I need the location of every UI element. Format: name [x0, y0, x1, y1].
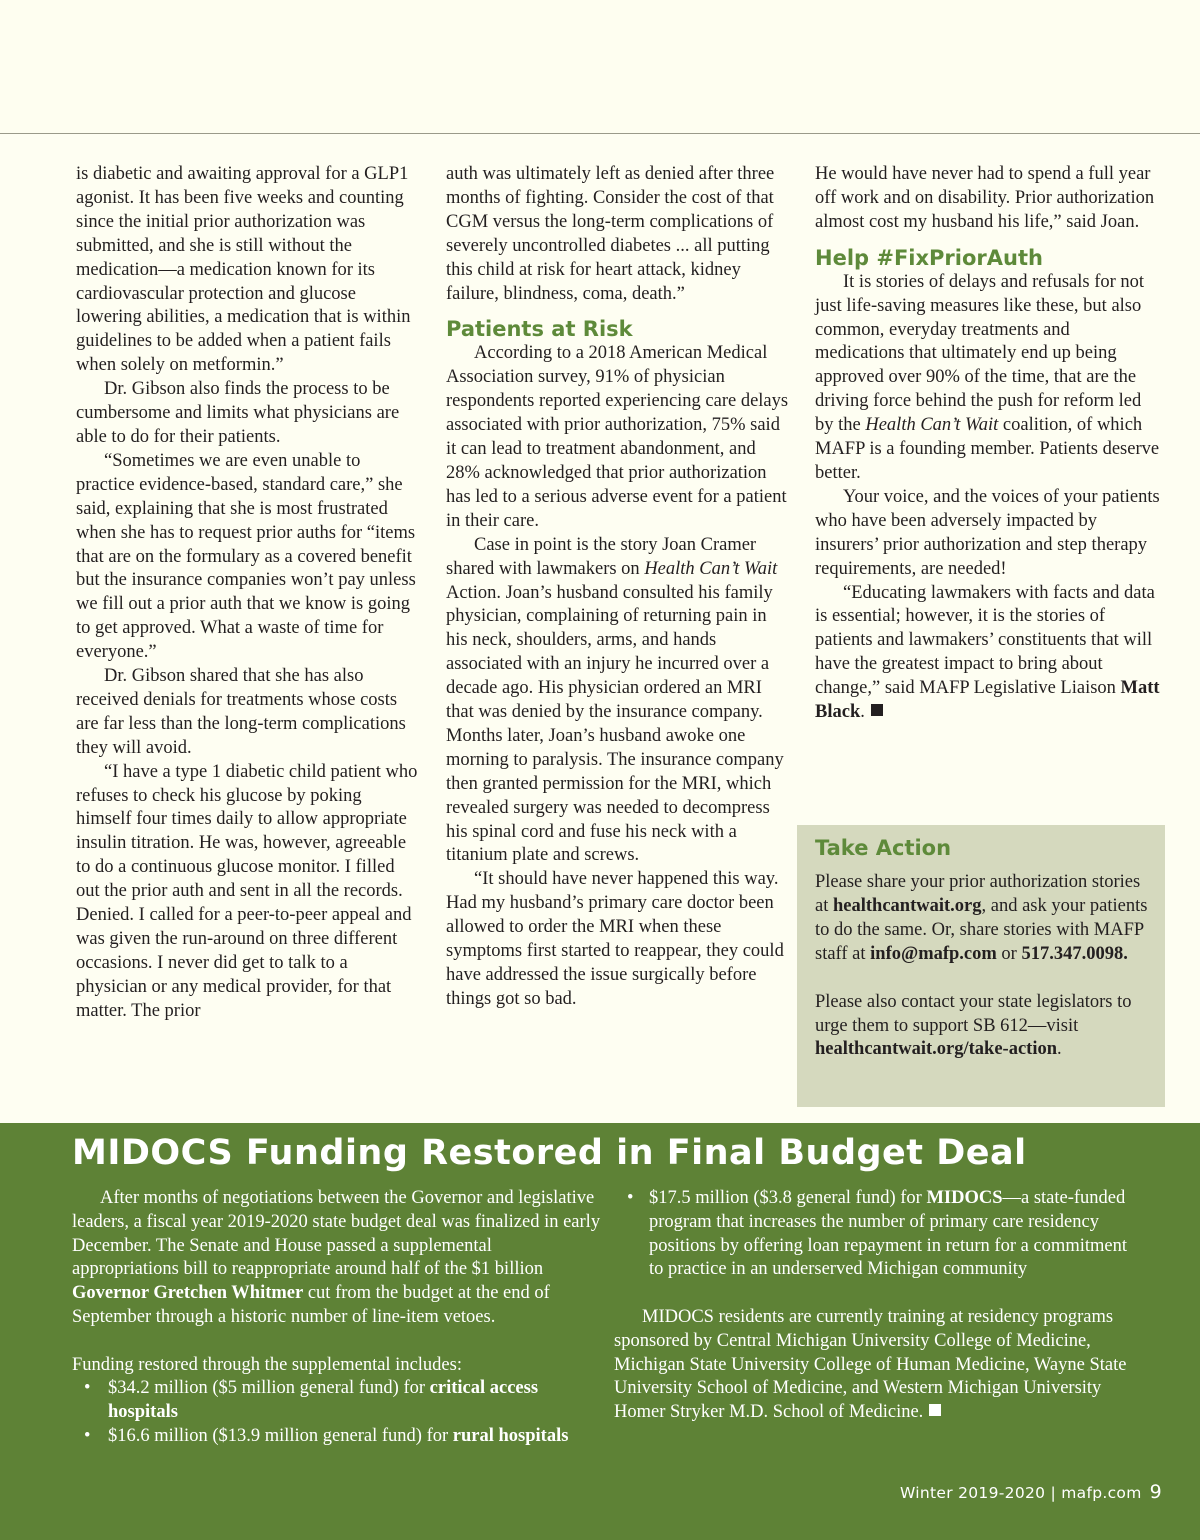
funding-list — [72, 1377, 602, 1448]
list-item: • $17.5 million ($3.8 general fund) for MIDOCS—a state-funded program that increases the number of primary care residency positions by offering loan repayment in return for a commitment to practice in an underserved Michigan community — [614, 1187, 1144, 1282]
header-band — [0, 0, 1200, 134]
paragraph: MIDOCS residents are currently training at residency programs sponsored by Central Michigan University College of Medicine, Michigan State University College of Human Medicine, Wayne State University School of Medicine, and Western Michigan University Homer Stryker M.D. School of Medicine. — [614, 1306, 1127, 1423]
paragraph: Your voice, and the voices of your patients who have been adversely impacted by insurers’ prior authorization and step therapy requirements, are needed! — [815, 486, 1160, 579]
subheading-fix-prior-auth: Help #FixPriorAuth — [815, 245, 1043, 270]
end-of-article-icon — [929, 1404, 941, 1416]
issue-and-site: Winter 2019-2020 | mafp.com — [899, 1484, 1142, 1502]
take-action-title: Take Action — [815, 836, 952, 860]
paragraph: According to a 2018 American Medical Association survey, 91% of physician respondents reported experiencing care delays associated with prior authorization, 75% said it can lead to treatment abandonment, and 28% acknowledged that prior authorization has led to a serious adverse event for a patient in their care. — [446, 343, 789, 531]
midocs-headline: MIDOCS Funding Restored in Final Budget Deal — [72, 1133, 1027, 1173]
person-name: Matt Black — [815, 678, 1160, 723]
paragraph: Dr. Gibson also finds the process to be cumbersome and limits what physicians are able to do for their patients. — [76, 379, 400, 447]
governor-name: Governor Gretchen Whitmer — [72, 1283, 304, 1304]
email-link[interactable]: info@mafp.com — [870, 943, 997, 964]
take-action-paragraph: Please share your prior authorization stories at healthcantwait.org, and ask your patients to do the same. Or, share stories with MAFP staff at info@mafp.com or 517.347.0098. — [815, 872, 1148, 964]
take-action-paragraph: Please also contact your state legislators to urge them to support SB 612—visit healthcantwait.org/take-action. — [815, 991, 1132, 1060]
paragraph: Dr. Gibson shared that she has also received denials for treatments whose costs are far less than the long-term complications they will avoid. — [76, 666, 406, 758]
list-item: • $34.2 million ($5 million general fund) for critical access hospitals — [72, 1377, 602, 1425]
phone-number: 517.347.0098. — [1021, 943, 1128, 964]
publication-name: Health Can’t Wait — [644, 558, 778, 579]
list-item: • $16.6 million ($13.9 million general fund) for rural hospitals — [72, 1425, 602, 1449]
take-action-box — [797, 825, 1165, 1107]
paragraph: “It should have never happened this way. Had my husband’s primary care doctor been allowed to order the MRI when these symptoms first started to reappear, they could have addressed the issue surgically before things got so bad. — [446, 869, 784, 1009]
paragraph: auth was ultimately left as denied after three months of fighting. Consider the cost of that CGM versus the long-term complications of severely uncontrolled diabetes ... all putting this child at risk for heart attack, kidney failure, blindness, coma, death.” — [446, 164, 775, 304]
paragraph: Funding restored through the supplemental includes: — [72, 1354, 462, 1375]
page-number: 9 — [1149, 1481, 1162, 1503]
midocs-section — [0, 1123, 1200, 1540]
page-footer — [900, 1481, 1162, 1503]
paragraph: He would have never had to spend a full year off work and on disability. Prior authorization almost cost my husband his life,” said Joan. — [815, 164, 1155, 232]
article-column-1 — [76, 163, 421, 1024]
paragraph: “I have a type 1 diabetic child patient who refuses to check his glucose by poking himself four times daily to allow appropriate insulin titration. He was, however, agreeable to do a continuous glucose monitor. I filled out the prior auth and sent in all the records. Denied. I called for a peer-to-peer appeal and was given the run-around on three different occasions. I never did get to talk to a physician or any medical provider, for that matter. The prior — [76, 761, 418, 1021]
article-column-3 — [815, 163, 1160, 725]
paragraph: is diabetic and awaiting approval for a GLP1 agonist. It has been five weeks and counting since the initial prior authorization was submitted, and she is still without the medication—a medication known for its cardiovascular protection and glucose lowering abilities, a medication that is within guidelines to be added when a patient fails when solely on metformin.” — [76, 164, 411, 376]
website-link[interactable]: healthcantwait.org — [832, 895, 982, 916]
paragraph: It is stories of delays and refusals for not just life-saving measures like these, but also common, everyday treatments and medications that ultimately end up being approved over 90% of the time, that are the driving force behind the push for reform led by the Health Can’t Wait coalition, of which MAFP is a founding member. Patients deserve better. — [815, 271, 1160, 483]
paragraph: Case in point is the story Joan Cramer shared with lawmakers on Health Can’t Wait Action. Joan’s husband consulted his family physician, complaining of returning pain in his neck, shoulders, arms, and hands associated with an injury he incurred over a decade ago. His physician ordered an MRI that was denied by the insurance company. Months later, Joan’s husband awoke one morning to paralysis. The insurance company then granted permission for the MRI, which revealed surgery was needed to decompress his spinal cord and fuse his neck with a titanium plate and screws. — [446, 534, 784, 866]
subheading-patients-at-risk: Patients at Risk — [446, 317, 633, 342]
midocs-column-1 — [72, 1187, 602, 1449]
end-of-article-icon — [871, 704, 883, 716]
funding-list — [614, 1187, 1144, 1282]
paragraph: After months of negotiations between the Governor and legislative leaders, a fiscal year 2019-2020 state budget deal was finalized in early December. The Senate and House passed a supplemental appropriations bill to reappropriate around half of the $1 billion Governor Gretchen Whitmer cut from the budget at the end of September through a historic number of line-item vetoes. — [72, 1188, 601, 1327]
coalition-name: Health Can’t Wait — [865, 415, 999, 436]
take-action-link[interactable]: healthcantwait.org/take-action — [815, 1039, 1058, 1060]
paragraph: “Sometimes we are even unable to practice evidence-based, standard care,” she said, explaining that she is most frustrated when she has to request prior auths for “items that are on the formulary as a covered benefit but the insurance companies won’t pay unless we fill out a prior auth that we know is going to get approved. What a waste of time for everyone.” — [76, 450, 416, 663]
paragraph: “Educating lawmakers with facts and data is essential; however, it is the stories of patients and lawmakers’ constituents that will have the greatest impact to bring about change,” said MAFP Legislative Liaison Matt Black. — [815, 582, 1160, 723]
midocs-column-2 — [614, 1187, 1144, 1425]
article-column-2 — [446, 163, 791, 1012]
